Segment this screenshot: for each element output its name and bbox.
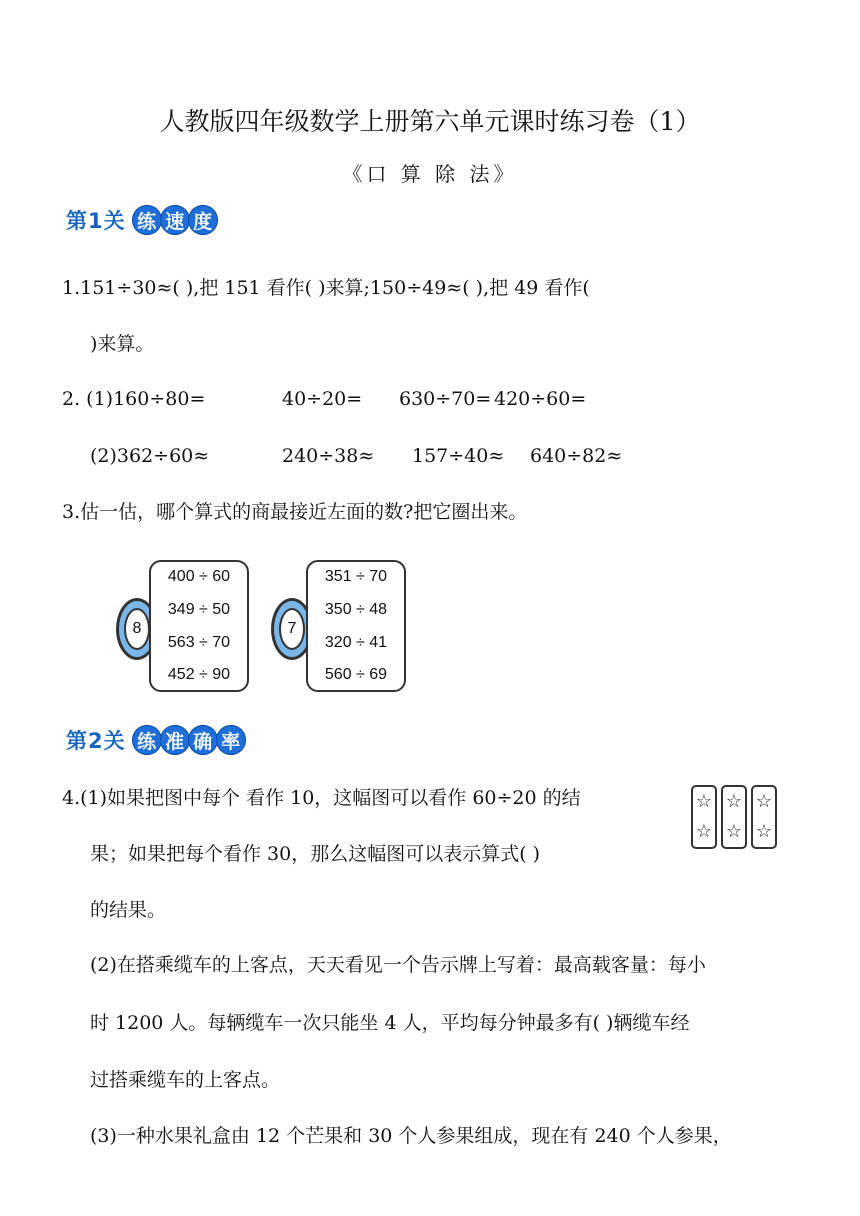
section-2-label: 第2关: [66, 729, 126, 753]
cup-body: [306, 560, 406, 692]
q2-expr: 2. (1)160÷80=: [62, 388, 206, 410]
q4-part2-line-2: 时 1200 人。每辆缆车一次只能坐 4 人，平均每分钟最多有( )辆缆车经: [90, 1012, 690, 1034]
star-icon: ☆: [755, 791, 773, 812]
q3-text: 3.估一估，哪个算式的商最接近左面的数?把它圈出来。: [62, 501, 528, 523]
star-card: [691, 785, 717, 849]
section-1-badge: 速: [160, 205, 190, 235]
q4-part1-line-1: 4.(1)如果把图中每个 看作 10，这幅图可以看作 60÷20 的结: [62, 787, 581, 809]
q4-part2-line-3: 过搭乘缆车的上客点。: [90, 1069, 281, 1091]
q2-expr: 640÷82≈: [530, 445, 623, 467]
q2-expr: 40÷20=: [282, 388, 363, 410]
cup-expression[interactable]: 350 ÷ 48: [324, 601, 388, 618]
star-card: [751, 785, 777, 849]
q4-part1-line-3: 的结果。: [90, 899, 167, 921]
star-icon: ☆: [725, 821, 743, 842]
section-1-header: [66, 205, 216, 235]
cup-expression[interactable]: 351 ÷ 70: [324, 568, 388, 585]
q1-line-2: )来算。: [90, 333, 155, 355]
section-1-badge: 度: [188, 205, 218, 235]
q4-part2-line-1: (2)在搭乘缆车的上客点，天天看见一个告示牌上写着：最高载客量：每小: [90, 954, 706, 976]
page-title: 人教版四年级数学上册第六单元课时练习卷（1）: [159, 107, 701, 136]
cup-expression[interactable]: 320 ÷ 41: [324, 634, 388, 651]
q2-expr: 630÷70=: [399, 388, 492, 410]
cup-body: [149, 560, 249, 692]
cup-expression[interactable]: 452 ÷ 90: [167, 666, 231, 683]
q2-expr: 420÷60=: [494, 388, 587, 410]
section-2-header: [66, 725, 244, 755]
section-2-badge: 确: [188, 725, 218, 755]
page-subtitle: 《口 算 除 法》: [342, 162, 518, 186]
cup-expression[interactable]: 560 ÷ 69: [324, 666, 388, 683]
section-2-badge: 练: [132, 725, 162, 755]
q1-line-1: 1.151÷30≈( ),把 151 看作( )来算;150÷49≈( ),把 49 看作(: [62, 277, 590, 299]
star-icon: ☆: [695, 791, 713, 812]
q4-part3-line-1: (3)一种水果礼盒由 12 个芒果和 30 个人参果组成，现在有 240 个人参果，: [90, 1125, 732, 1147]
cup-expression[interactable]: 563 ÷ 70: [167, 634, 231, 651]
star-cards-figure: [691, 785, 777, 849]
star-card: [721, 785, 747, 849]
q2-expr: 157÷40≈: [412, 445, 505, 467]
cup-target-number: 7: [279, 608, 305, 650]
q2-expr: 240÷38≈: [282, 445, 375, 467]
star-icon: ☆: [695, 821, 713, 842]
section-2-badge: 准: [160, 725, 190, 755]
section-1-label: 第1关: [66, 209, 126, 233]
cup-expression[interactable]: 349 ÷ 50: [167, 601, 231, 618]
q4-part1-line-2: 果；如果把每个看作 30，那么这幅图可以表示算式( ): [90, 843, 541, 865]
section-1-badge: 练: [132, 205, 162, 235]
star-icon: ☆: [755, 821, 773, 842]
q2-expr: (2)362÷60≈: [90, 445, 210, 467]
section-2-badge: 率: [216, 725, 246, 755]
cup-target-number: 8: [124, 608, 150, 650]
star-icon: ☆: [725, 791, 743, 812]
cup-expression[interactable]: 400 ÷ 60: [167, 568, 231, 585]
